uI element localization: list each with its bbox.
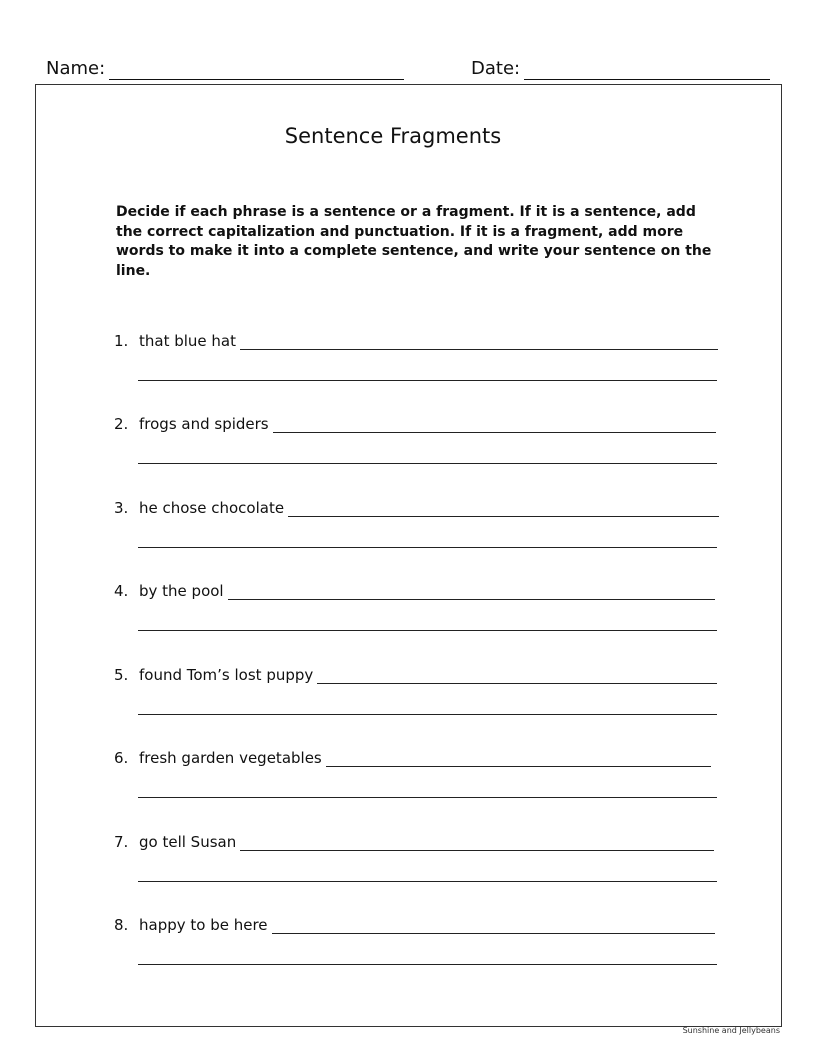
name-field[interactable] <box>46 56 404 80</box>
answer-line-second[interactable] <box>138 964 717 965</box>
item-number: 1. <box>114 332 129 350</box>
list-item <box>114 330 718 350</box>
date-field[interactable] <box>471 56 770 80</box>
list-item <box>114 413 716 433</box>
name-label: Name: <box>46 58 106 79</box>
list-item <box>114 497 719 517</box>
item-phrase: frogs and spiders <box>139 415 269 433</box>
answer-line[interactable] <box>240 836 714 851</box>
answer-line[interactable] <box>240 335 718 350</box>
answer-line-second[interactable] <box>138 630 717 631</box>
item-phrase: happy to be here <box>139 916 268 934</box>
date-label: Date: <box>471 58 521 79</box>
item-number: 2. <box>114 415 129 433</box>
answer-line[interactable] <box>326 752 711 767</box>
answer-line-second[interactable] <box>138 797 717 798</box>
item-number: 8. <box>114 916 129 934</box>
answer-line-second[interactable] <box>138 463 717 464</box>
item-phrase: that blue hat <box>139 332 237 350</box>
list-item <box>114 580 715 600</box>
answer-line-second[interactable] <box>138 714 717 715</box>
date-blank-line[interactable] <box>524 61 770 80</box>
list-item <box>114 747 711 767</box>
page-title: Sentence Fragments <box>284 124 502 148</box>
instructions: Decide if each phrase is a sentence or a fragment. If it is a sentence, add the correct capitalization and punctuation. If it is a fragment, add more words to make it into a complete sentence, and write your sentence on the line. <box>116 204 712 279</box>
answer-line-second[interactable] <box>138 380 717 381</box>
answer-line[interactable] <box>228 585 715 600</box>
item-number: 7. <box>114 833 129 851</box>
answer-line-second[interactable] <box>138 547 717 548</box>
item-phrase: he chose chocolate <box>139 499 285 517</box>
answer-line[interactable] <box>288 502 719 517</box>
list-item <box>114 831 714 851</box>
item-number: 3. <box>114 499 129 517</box>
answer-line[interactable] <box>273 418 716 433</box>
list-item <box>114 664 717 684</box>
answer-line[interactable] <box>317 669 717 684</box>
name-blank-line[interactable] <box>109 61 404 80</box>
item-phrase: found Tom’s lost puppy <box>139 666 314 684</box>
list-item <box>114 914 715 934</box>
item-number: 5. <box>114 666 129 684</box>
item-number: 4. <box>114 582 129 600</box>
item-number: 6. <box>114 749 129 767</box>
answer-line[interactable] <box>272 919 715 934</box>
item-phrase: fresh garden vegetables <box>139 749 322 767</box>
footer-credit: Sunshine and Jellybeans <box>682 1026 780 1035</box>
answer-line-second[interactable] <box>138 881 717 882</box>
item-phrase: by the pool <box>139 582 224 600</box>
item-phrase: go tell Susan <box>139 833 237 851</box>
